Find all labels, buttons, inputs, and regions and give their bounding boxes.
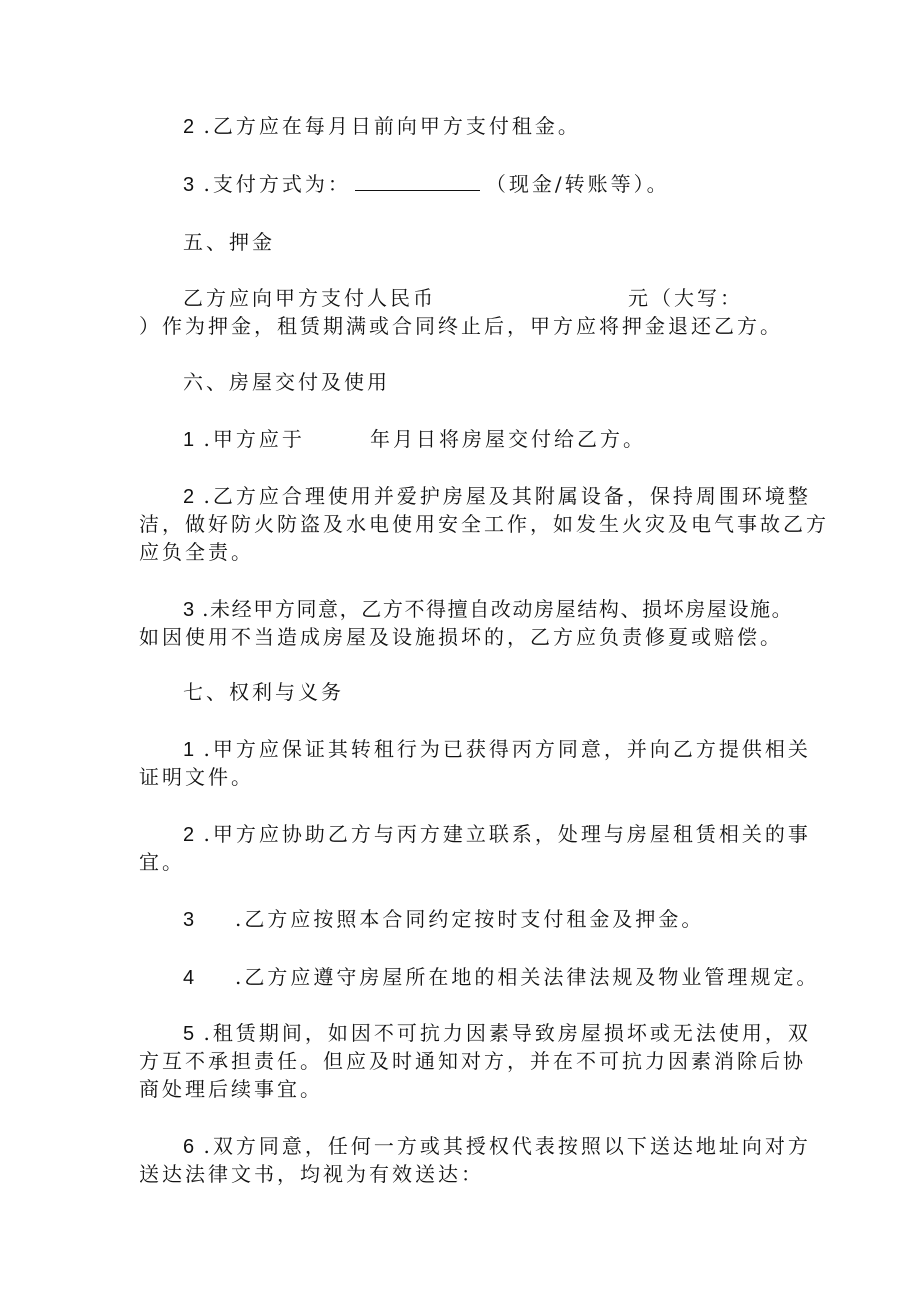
delivery-item-1-date: 年月日将房屋交付给乙方。 — [370, 427, 646, 451]
rights-item-6-line-1 — [183, 1134, 811, 1159]
item-text: .未经甲方同意，乙方不得擅自改动房屋结构、损坏房屋设施。 — [202, 597, 794, 621]
item-number: 1 — [183, 429, 195, 451]
item-text: .乙方应在每月日前向甲方支付租金。 — [203, 114, 581, 138]
item-number: 2 — [183, 486, 195, 508]
delivery-item-2-line-3: 应负全责。 — [139, 540, 254, 564]
item-text: .乙方应遵守房屋所在地的相关法律法规及物业管理规定。 — [235, 965, 820, 989]
rights-item-3 — [183, 907, 704, 932]
item-number: 3 — [183, 909, 195, 931]
item-text: .双方同意，任何一方或其授权代表按照以下送达地址向对方 — [203, 1134, 811, 1158]
delivery-item-3-line-2: 如因使用不当造成房屋及设施损坏的，乙方应负责修夏或赔偿。 — [139, 625, 783, 649]
item-number: 4 — [183, 967, 195, 989]
delivery-item-2-line-1 — [183, 484, 811, 509]
section-heading-delivery: 六、房屋交付及使用 — [183, 370, 390, 394]
item-text: .乙方应按照本合同约定按时支付租金及押金。 — [235, 907, 705, 931]
rights-item-6-line-2: 送达法律文书，均视为有效送达： — [139, 1162, 484, 1186]
rights-item-2-line-2: 宜。 — [139, 850, 185, 874]
delivery-item-1 — [183, 427, 305, 452]
item-number: 3 — [183, 174, 195, 196]
rent-item-2 — [183, 114, 581, 139]
item-text: .租赁期间，如因不可抗力因素导致房屋损坏或无法使用，双 — [203, 1021, 811, 1045]
deposit-line-1b: 元（大写： — [628, 286, 743, 310]
section-heading-deposit: 五、押金 — [183, 230, 275, 254]
item-text: （现金/转账等）。 — [485, 172, 670, 196]
rights-item-1-line-1 — [183, 737, 811, 762]
payment-method-blank — [355, 190, 480, 191]
delivery-item-2-line-2: 洁，做好防火防盗及水电使用安全工作，如发生火灾及电气事故乙方 — [139, 512, 829, 536]
rights-item-1-line-2: 证明文件。 — [139, 765, 254, 789]
rights-item-5-line-1 — [183, 1021, 811, 1046]
item-number: 2 — [183, 116, 195, 138]
item-number: 1 — [183, 739, 195, 761]
deposit-line-1a: 乙方应向甲方支付人民币 — [183, 286, 436, 310]
item-number: 3 — [183, 599, 195, 621]
item-number: 6 — [183, 1136, 195, 1158]
rights-item-5-line-3: 商处理后续事宜。 — [139, 1077, 323, 1101]
item-text: .乙方应合理使用并爱护房屋及其附属设备，保持周围环境整 — [203, 484, 811, 508]
item-text: .甲方应保证其转租行为已获得丙方同意，并向乙方提供相关 — [203, 737, 811, 761]
rights-item-2-line-1 — [183, 822, 811, 847]
item-number: 2 — [183, 824, 195, 846]
item-text: .甲方应于 — [203, 427, 305, 451]
item-number: 5 — [183, 1023, 195, 1045]
rights-item-5-line-2: 方互不承担责任。但应及时通知对方，并在不可抗力因素消除后协 — [139, 1049, 806, 1073]
section-heading-rights: 七、权利与义务 — [183, 680, 344, 704]
item-text: .甲方应协助乙方与丙方建立联系，处理与房屋租赁相关的事 — [203, 822, 811, 846]
rights-item-4 — [183, 965, 819, 990]
delivery-item-3-line-1 — [183, 597, 793, 622]
rent-item-3 — [183, 172, 670, 197]
deposit-line-2: ）作为押金，租赁期满或合同终止后，甲方应将押金退还乙方。 — [139, 314, 783, 338]
item-text: .支付方式为： — [203, 172, 351, 196]
